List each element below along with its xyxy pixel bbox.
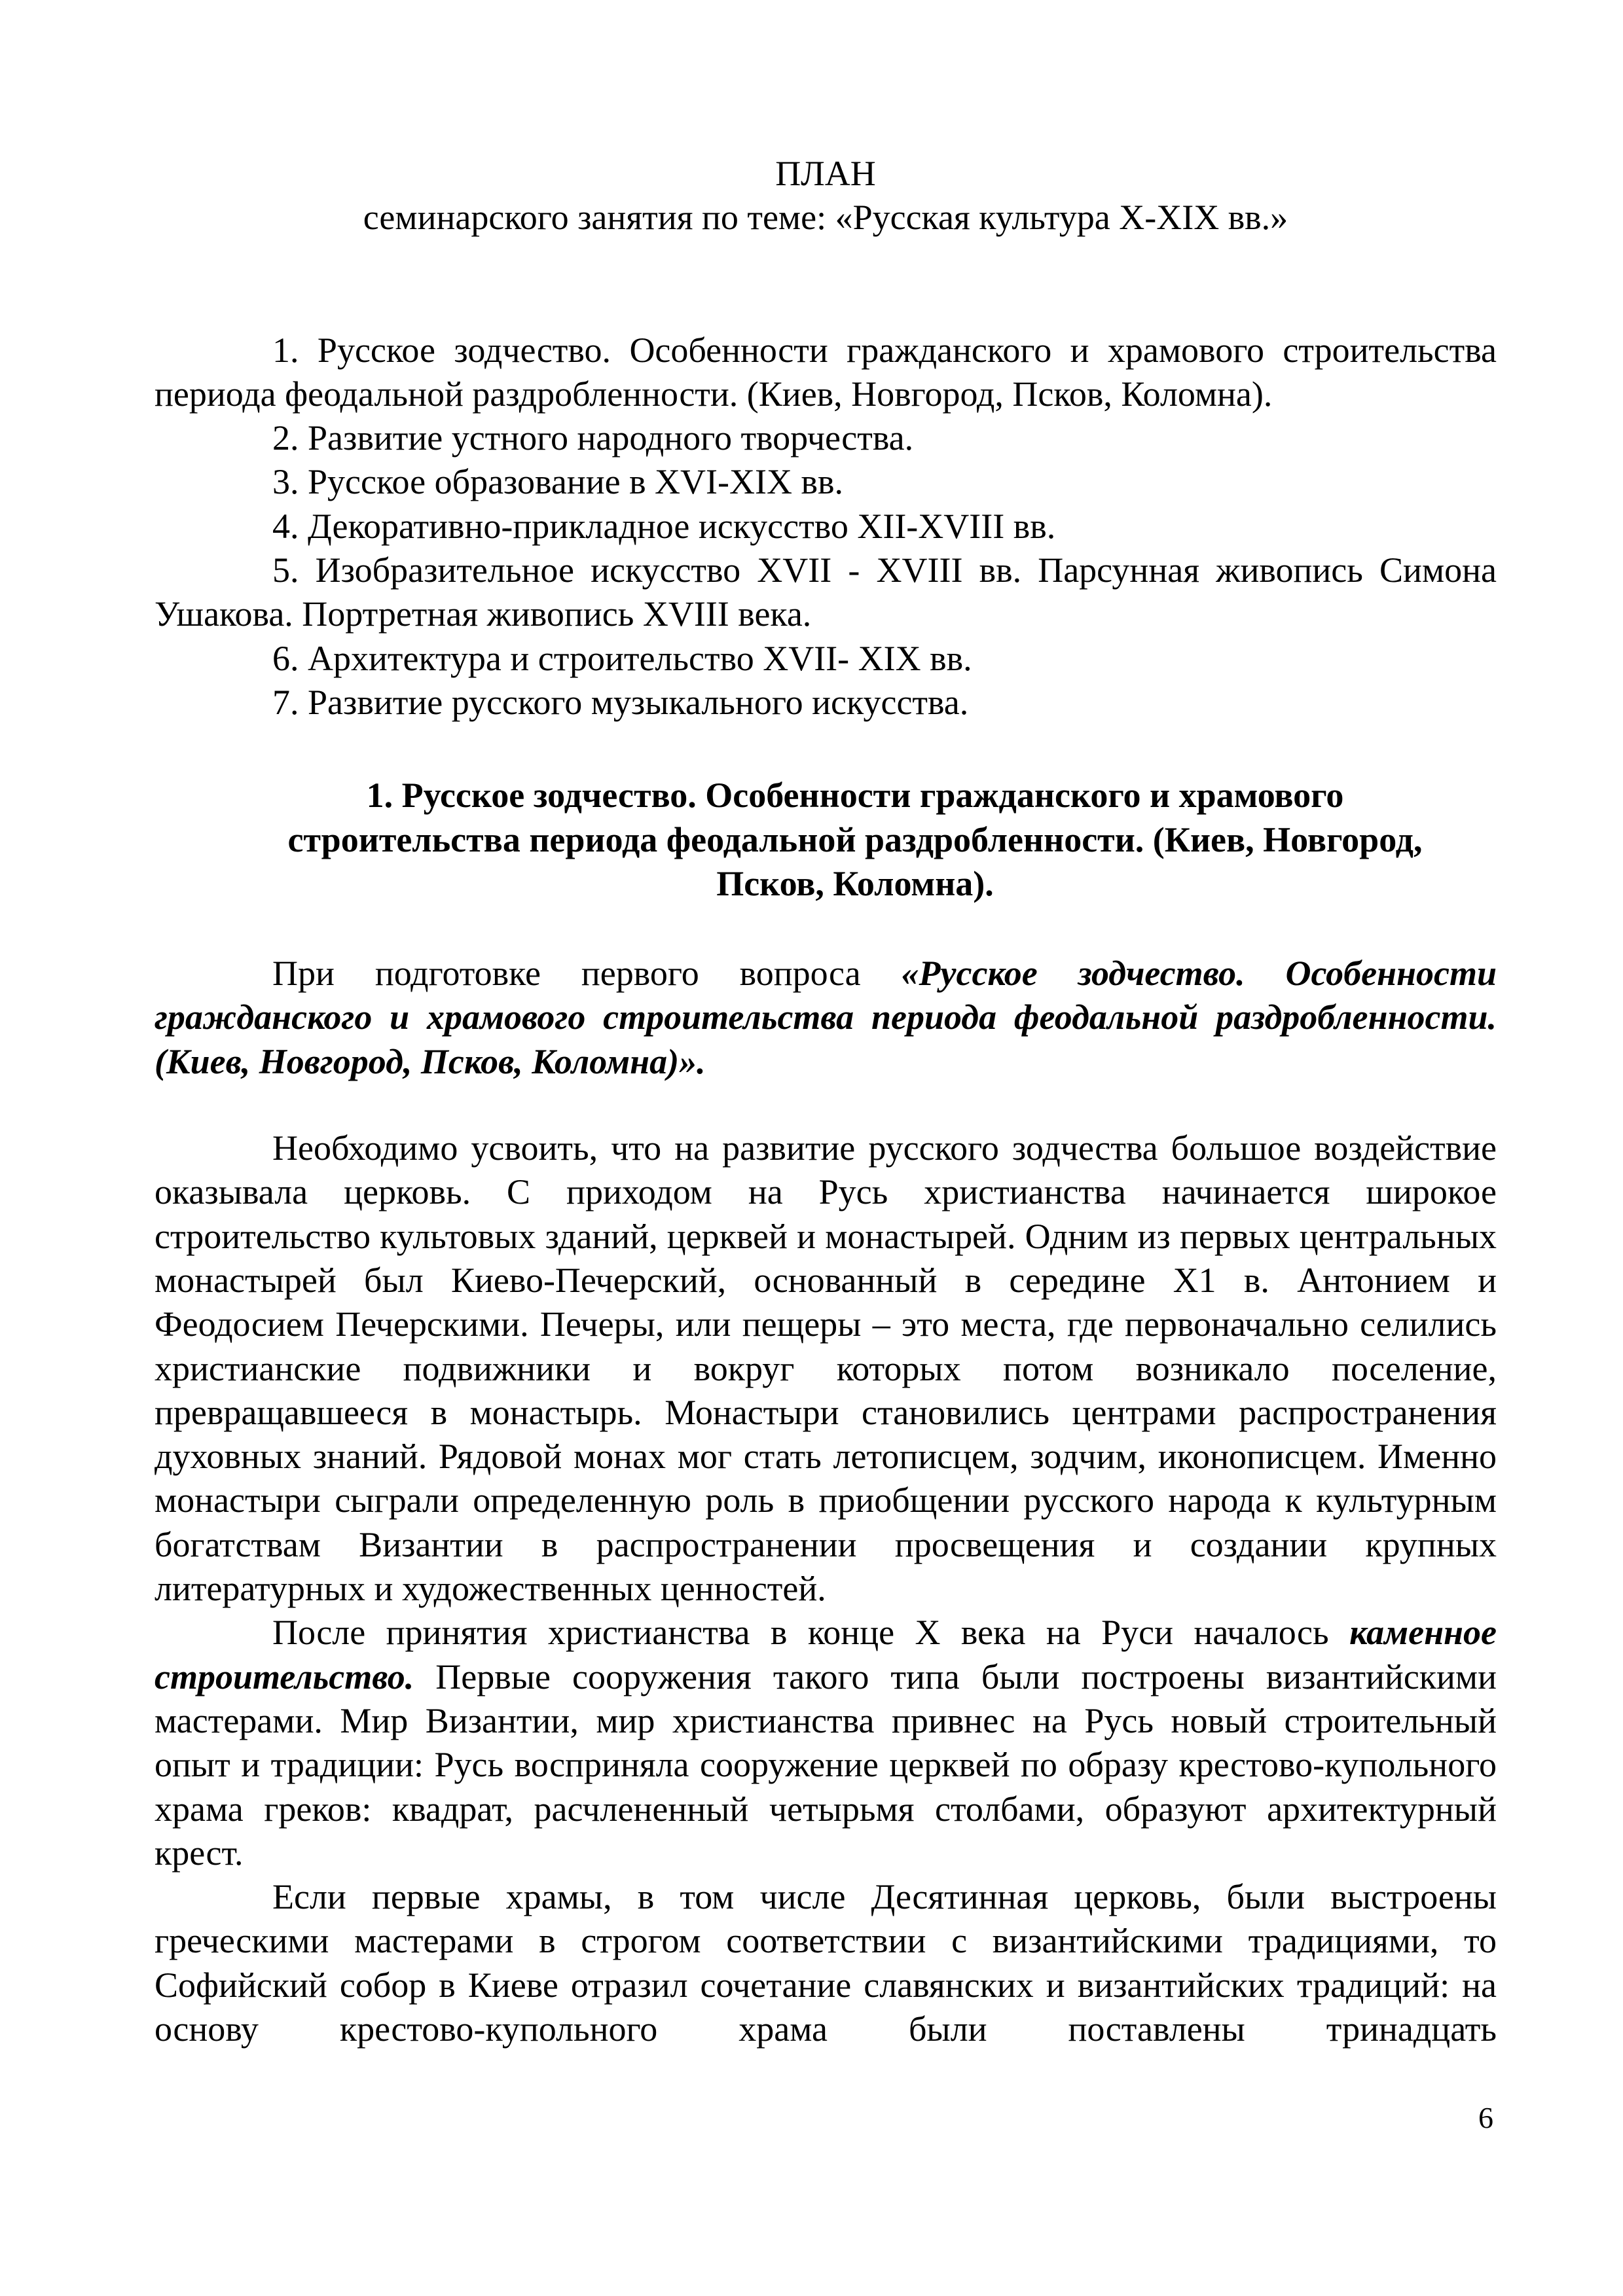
paragraph-2-end: Первые сооружения такого типа были построены византийскими мастерами. Мир Византии, мир христианства привнес на Русь новый строительный опыт и традиции: Русь восприняла сооружение церквей по образу крестово-купольного храма греков: квадрат, расчлененный четырьмя столбами, образуют архитектурный крест.	[155, 1657, 1497, 1873]
body-paragraph-3: Если первые храмы, в том числе Десятинная церковь, были выстроены греческими мастерами в строгом соответствии с византийскими традициями, то Софийский собор в Киеве отразил сочетание славянских и византийских традиций: на основу крестово-купольного храма были поставлены тринадцать	[155, 1877, 1497, 2049]
plan-item-6: 6. Архитектура и строительство XVII- XIX вв.	[272, 638, 972, 678]
plan-item-3: 3. Русское образование в XVI-XIX вв.	[272, 462, 843, 502]
plan-item-4: 4. Декоративно-прикладное искусство XII-XVIII вв.	[272, 506, 1056, 546]
spacer	[155, 906, 1497, 952]
body-paragraph-2	[155, 1611, 1497, 1875]
paragraph-2-emphasis: каменное строительство.	[155, 1613, 1497, 1696]
spacer	[155, 725, 1497, 774]
question-emphasis: «Русское зодчество. Особенности гражданского и храмового строительства периода феодальной раздробленности. (Киев, Новгород, Псков, Коломна)».	[155, 954, 1497, 1081]
section-heading-line-3: Псков, Коломна).	[716, 863, 994, 903]
document-page	[155, 152, 1497, 2051]
paragraph-2-start: После принятия христианства в конце X века на Руси началось	[272, 1613, 1350, 1653]
section-heading	[155, 774, 1497, 906]
plan-title: ПЛАН	[775, 154, 876, 193]
page-number: 6	[1478, 2101, 1493, 2134]
section-heading-line-2: строительства периода феодальной раздробленности. (Киев, Новгород,	[287, 819, 1423, 859]
plan-list	[155, 329, 1497, 725]
plan-item-2: 2. Развитие устного народного творчества.	[272, 418, 914, 458]
plan-item-5: 5. Изобразительное искусство XVII - XVIII вв. Парсунная живопись Симона Ушакова. Портретная живопись XVIII века.	[155, 550, 1497, 634]
plan-item-1: 1. Русское зодчество. Особенности гражданского и храмового строительства периода феодальной раздробленности. (Киев, Новгород, Псков, Коломна).	[155, 330, 1497, 414]
body-paragraph-1: Необходимо усвоить, что на развитие русского зодчества большое воздействие оказывала церковь. С приходом на Русь христианства начинается широкое строительство культовых зданий, церквей и монастырей. Одним из первых центральных монастырей был Киево-Печерский, основанный в середине X1 в. Антонием и Феодосием Печерскими. Печеры, или пещеры – это места, где первоначально селились христианские подвижники и вокруг которых потом возникало поселение, превращавшееся в монастырь. Монастыри становились центрами распространения духовных знаний. Рядовой монах мог стать летописцем, зодчим, иконописцем. Именно монастыри сыграли определенную роль в приобщении русского народа к культурным богатствам Византии в распространении просвещения и создании крупных литературных и художественных ценностей.	[155, 1128, 1497, 1609]
question-paragraph	[155, 952, 1497, 1084]
spacer	[155, 240, 1497, 329]
question-intro: При подготовке первого вопроса	[272, 954, 902, 994]
section-heading-line-1: 1. Русское зодчество. Особенности гражданского и храмового	[366, 776, 1344, 816]
spacer	[155, 1084, 1497, 1126]
plan-item-7: 7. Развитие русского музыкального искусства.	[272, 682, 969, 722]
plan-subtitle: семинарского занятия по теме: «Русская культура X-XIX вв.»	[363, 198, 1288, 238]
